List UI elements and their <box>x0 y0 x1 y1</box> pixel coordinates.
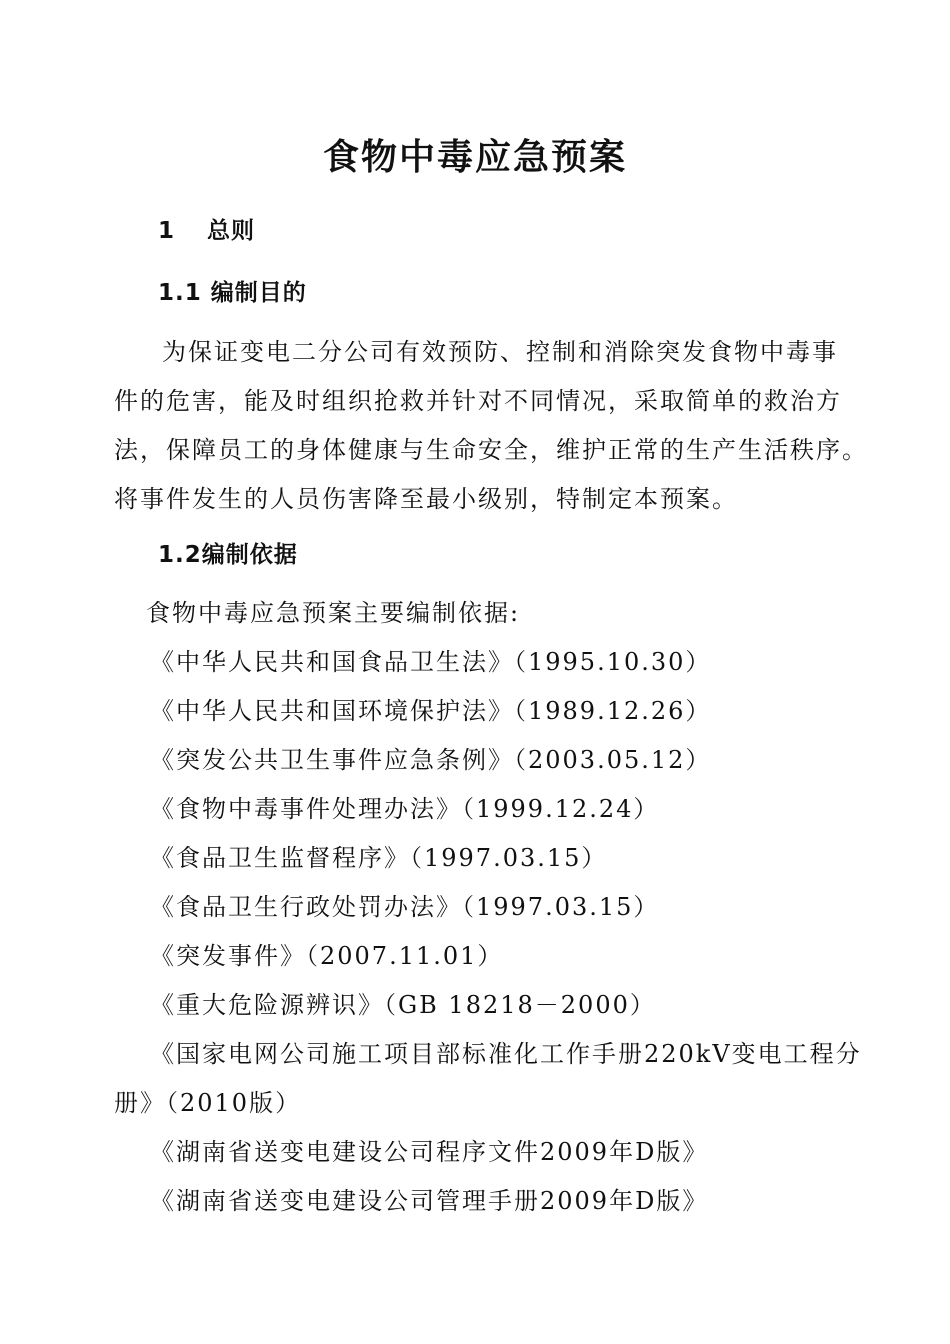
reference-item: 《食品卫生行政处罚办法》（1997.03.15） <box>150 893 660 921</box>
reference-item: 《国家电网公司施工项目部标准化工作手册220kV变电工程分 <box>150 1040 862 1068</box>
reference-item-continuation: 册》（2010版） <box>114 1089 302 1117</box>
reference-item: 《重大危险源辨识》（GB 18218－2000） <box>150 991 656 1019</box>
section-1-heading <box>158 216 255 246</box>
reference-item: 《湖南省送变电建设公司程序文件2009年D版》 <box>150 1138 709 1166</box>
purpose-paragraph-line: 件的危害，能及时组织抢救并针对不同情况，采取简单的救治方 <box>114 387 842 415</box>
section-1-number: 1 <box>158 218 176 244</box>
section-1-2-heading: 1.2编制依据 <box>158 542 298 568</box>
basis-intro: 食物中毒应急预案主要编制依据: <box>146 599 521 627</box>
section-1-label: 总则 <box>207 218 256 244</box>
reference-item: 《食品卫生监督程序》（1997.03.15） <box>150 844 608 872</box>
document-title: 食物中毒应急预案 <box>322 137 627 178</box>
reference-item: 《湖南省送变电建设公司管理手册2009年D版》 <box>150 1187 709 1215</box>
reference-item: 《中华人民共和国环境保护法》（1989.12.26） <box>150 697 712 725</box>
reference-item: 《中华人民共和国食品卫生法》（1995.10.30） <box>150 648 712 676</box>
section-1-1-heading: 1.1 编制目的 <box>158 280 307 306</box>
purpose-paragraph-line: 法，保障员工的身体健康与生命安全，维护正常的生产生活秩序。 <box>114 436 868 464</box>
reference-item: 《突发公共卫生事件应急条例》（2003.05.12） <box>150 746 712 774</box>
purpose-paragraph-line: 为保证变电二分公司有效预防、控制和消除突发食物中毒事 <box>162 338 838 366</box>
reference-item: 《突发事件》（2007.11.01） <box>150 942 504 970</box>
purpose-paragraph-line: 将事件发生的人员伤害降至最小级别，特制定本预案。 <box>114 485 738 513</box>
reference-item: 《食物中毒事件处理办法》（1999.12.24） <box>150 795 660 823</box>
